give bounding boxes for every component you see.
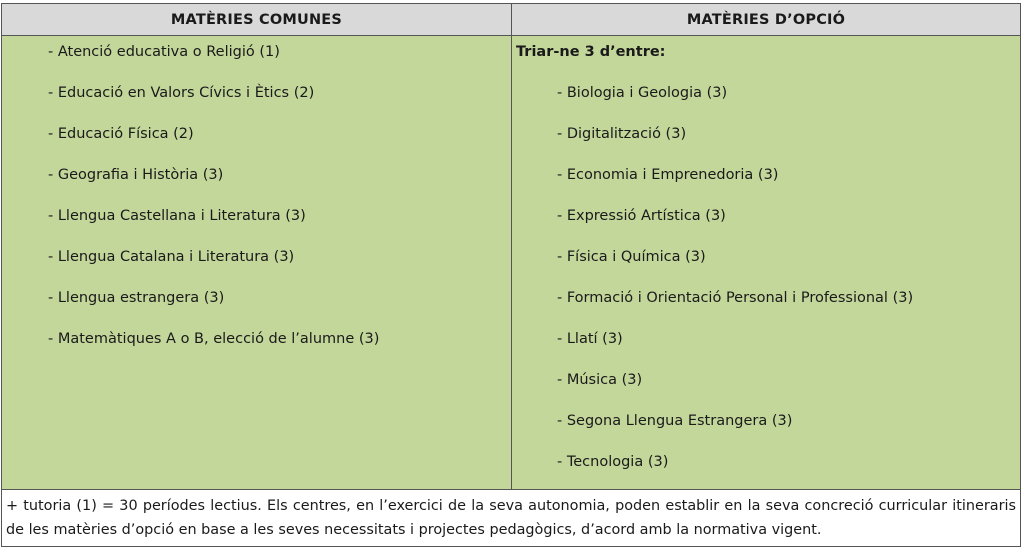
list-item: - Atenció educativa o Religió (1): [48, 44, 280, 60]
optional-subjects-cell: [512, 36, 1020, 489]
list-item: - Expressió Artística (3): [557, 208, 726, 224]
common-subjects-header: MATÈRIES COMUNES: [2, 4, 512, 35]
list-item: - Física i Química (3): [557, 249, 706, 265]
list-item: - Economia i Emprenedoria (3): [557, 167, 779, 183]
optional-intro-text: Triar-ne 3 d’entre:: [516, 44, 666, 60]
table-body-row: [2, 36, 1020, 490]
list-item: - Llengua Castellana i Literatura (3): [48, 208, 306, 224]
list-item: - Música (3): [557, 372, 643, 388]
list-item: - Educació en Valors Cívics i Ètics (2): [48, 85, 315, 101]
list-item: - Educació Física (2): [48, 126, 194, 142]
list-item: - Llengua Catalana i Literatura (3): [48, 249, 295, 265]
subjects-table: [1, 3, 1021, 547]
optional-subjects-header: MATÈRIES D’OPCIÓ: [686, 11, 846, 28]
list-item: - Tecnologia (3): [557, 454, 669, 470]
common-subjects-cell: [2, 36, 512, 489]
table-footnote: + tutoria (1) = 30 períodes lectius. Els centres, en l’exercici de la seva autonomia, poden establir en la seva concreció curricular itineraris de les matèries d’opció en base a les seves necessitats i projectes pedagògics, d’acord amb la normativa vigent.: [2, 490, 1020, 546]
optional-subjects-list: [557, 83, 913, 493]
list-item: - Formació i Orientació Personal i Professional (3): [557, 290, 914, 306]
table-header-row: [2, 4, 1020, 36]
list-item: - Llengua estrangera (3): [48, 290, 225, 306]
list-item: - Geografia i Història (3): [48, 167, 224, 183]
list-item: - Segona Llengua Estrangera (3): [557, 413, 793, 429]
list-item: - Biologia i Geologia (3): [557, 85, 728, 101]
list-item: - Llatí (3): [557, 331, 623, 347]
list-item: - Matemàtiques A o B, elecció de l’alumne (3): [48, 331, 380, 347]
list-item: - Digitalització (3): [557, 126, 687, 142]
common-subjects-list: [48, 42, 379, 370]
